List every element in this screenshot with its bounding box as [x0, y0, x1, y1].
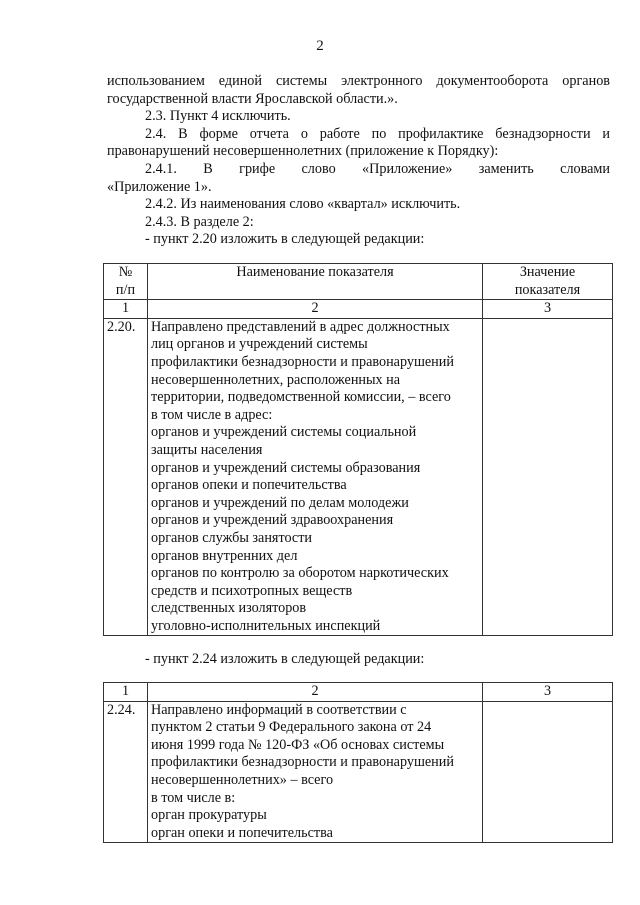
- row-line: органов службы занятости: [151, 529, 313, 546]
- row-line: Направлено информаций в соответствии с: [151, 701, 407, 718]
- row-line: органов и учреждений здравоохранения: [151, 512, 394, 529]
- numbering-cell-1: 1: [104, 683, 148, 702]
- row-line: средств и психотропных веществ: [151, 582, 353, 599]
- row-line: июня 1999 года № 120-ФЗ «Об основах системы: [151, 736, 445, 753]
- paragraph-3-line-1: 2.4. В форме отчета о работе по профилактике безнадзорности и: [145, 125, 610, 142]
- row-line: органов опеки и попечительства: [151, 477, 347, 494]
- row-line: защиты населения: [151, 441, 263, 458]
- row-line: несовершеннолетних» – всего: [151, 771, 334, 788]
- row-line: профилактики безнадзорности и правонарушений: [151, 353, 454, 370]
- paragraph-8: - пункт 2.24 изложить в следующей редакции:: [145, 651, 425, 667]
- row-line: пунктом 2 статьи 9 Федерального закона от 24: [151, 719, 432, 736]
- paragraph-1-line-1: использованием единой системы электронного документооборота органов: [107, 73, 610, 89]
- row-line: несовершеннолетних, расположенных на: [151, 371, 401, 388]
- row-number-cell: 2.20.: [104, 318, 148, 636]
- paragraph-6: 2.4.3. В разделе 2:: [145, 213, 254, 230]
- table-row: [104, 318, 613, 636]
- numbering-cell-3: 3: [483, 683, 613, 702]
- row-line: органов и учреждений по делам молодежи: [151, 494, 409, 511]
- table-row: [104, 701, 613, 843]
- row-line: территории, подведомственной комиссии, – всего: [151, 389, 451, 406]
- paragraph-4-line-2: «Приложение 1».: [107, 178, 212, 195]
- paragraph-2: 2.3. Пункт 4 исключить.: [145, 108, 291, 125]
- row-line: орган опеки и попечительства: [151, 824, 333, 841]
- row-line: в том числе в адрес:: [151, 406, 273, 423]
- row-line: органов и учреждений системы образования: [151, 459, 421, 476]
- header-value-cell: [483, 264, 613, 300]
- header-value-line-1: Значение: [519, 264, 576, 280]
- row-line: профилактики безнадзорности и правонарушений: [151, 754, 454, 771]
- numbering-cell-1: 1: [104, 300, 148, 319]
- row-line: органов и учреждений системы социальной: [151, 424, 417, 441]
- numbering-cell-2: 2: [148, 300, 483, 319]
- table-numbering-row: [104, 683, 613, 702]
- page-number: 2: [316, 38, 324, 54]
- numbering-cell-2: 2: [148, 683, 483, 702]
- numbering-cell-3: 3: [483, 300, 613, 319]
- paragraph-3-line-2: правонарушений несовершеннолетних (приложение к Порядку):: [107, 143, 499, 160]
- indicator-table-2-20: [103, 263, 613, 636]
- paragraph-4-line-1: 2.4.1. В грифе слово «Приложение» заменить словами: [145, 160, 610, 177]
- row-line: орган прокуратуры: [151, 807, 267, 824]
- header-name-cell: Наименование показателя: [148, 264, 483, 300]
- row-line: органов по контролю за оборотом наркотических: [151, 565, 449, 582]
- row-value-cell: [483, 318, 613, 636]
- header-number-cell: [104, 264, 148, 300]
- header-number-line-2: п/п: [115, 281, 136, 298]
- row-name-cell: [148, 318, 483, 636]
- row-line: лиц органов и учреждений системы: [151, 336, 368, 353]
- row-value-cell: [483, 701, 613, 843]
- header-value-line-2: показателя: [514, 281, 581, 298]
- row-line: следственных изоляторов: [151, 600, 307, 617]
- row-line: Направлено представлений в адрес должностных: [151, 318, 450, 335]
- paragraph-7: - пункт 2.20 изложить в следующей редакции:: [145, 231, 425, 248]
- table-numbering-row: [104, 300, 613, 319]
- paragraph-5: 2.4.2. Из наименования слово «квартал» исключить.: [145, 196, 461, 213]
- paragraph-1-line-2: государственной власти Ярославской области.».: [107, 90, 398, 107]
- header-number-line-1: №: [118, 264, 133, 280]
- row-name-cell: [148, 701, 483, 843]
- row-line: уголовно-исполнительных инспекций: [151, 617, 381, 634]
- table-header-row: [104, 264, 613, 300]
- row-line: органов внутренних дел: [151, 547, 298, 564]
- row-line: в том числе в:: [151, 789, 236, 806]
- indicator-table-2-24: [103, 682, 613, 843]
- body-text: [107, 73, 610, 249]
- row-number-cell: 2.24.: [104, 701, 148, 843]
